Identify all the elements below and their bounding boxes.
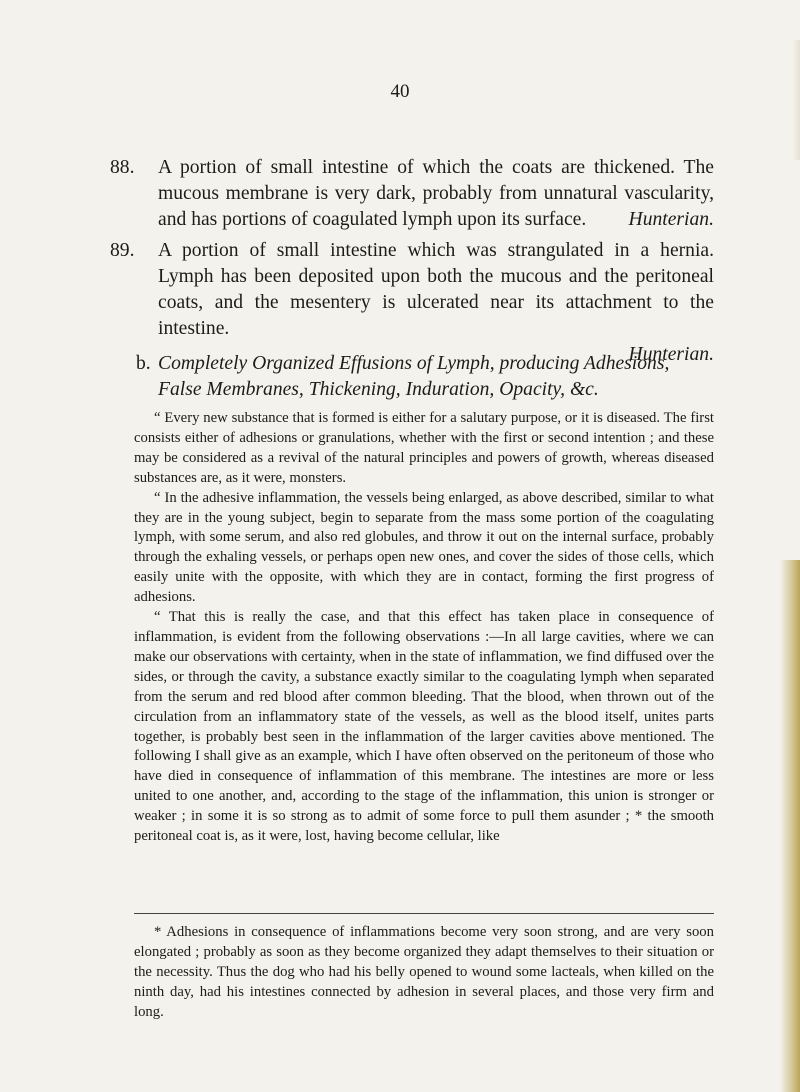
footnote	[134, 923, 714, 1023]
section-letter: b.	[136, 353, 151, 374]
catalogue-entry-89	[110, 238, 714, 368]
entry-source: Hunterian.	[628, 344, 714, 365]
quote-paragraph: “ Every new substance that is formed is either for a salutary purpose, or it is diseased. The first consists either of adhesions or granulations, whether with the first or second intention ; and these may be considered as a revival of the natural principles and powers of growth, whereas diseased substances are, as it were, monsters.	[134, 410, 714, 486]
entry-description: A portion of small intestine which was strangulated in a hernia. Lymph has been deposited upon both the mucous and the peritoneal coats, and the mesentery is ulcerated near its attachment to the intestine.	[158, 240, 714, 339]
section-heading	[136, 351, 714, 403]
entry-description: A portion of small intestine of which the coats are thickened. The mucous membrane is very dark, probably from unnatural vascularity, and has portions of coagulated lymph upon its surface.	[158, 157, 714, 230]
footnote-divider	[134, 913, 714, 914]
footnote-text: * Adhesions in consequence of inflammations become very soon strong, and are very soon elongated ; probably as soon as they become organized they adapt themselves to their situation or the necessity. Thus the dog who had his belly opened to wound some lacteals, when killed on the ninth day, had his intestines connected by adhesion in several places, and those very firm and long.	[134, 924, 714, 1020]
entry-number: 89.	[110, 240, 135, 261]
quoted-passage	[134, 409, 714, 847]
catalogue-entry-88	[110, 155, 714, 233]
page-edge-shadow	[792, 40, 800, 160]
entry-source: Hunterian.	[628, 209, 714, 230]
page-edge-stain	[780, 560, 800, 1092]
quote-paragraph: “ That this is really the case, and that this effect has taken place in consequence of inflammation, is evident from the following observations :—In all large cavities, where we can make our observations with certainty, when in the state of inflammation, we find diffused over the sides, or through the cavity, a substance exactly similar to the coagulating lymph when separated from the serum and red blood after common bleeding. That the blood, when thrown out of the circulation from an inflammatory state of the vessels, as well as the blood itself, unites parts together, is probably best seen in the inflammation of the larger cavities above mentioned. The following I shall give as an example, which I have often observed on the peritoneum of those who have died in consequence of inflammation of this membrane. The intestines are more or less united to one another, and, according to the stage of the inflammation, this union is stronger or weaker ; in some it is so strong as to admit of some force to pull them asunder ; * the smooth peritoneal coat is, as it were, lost, having become cellular, like	[134, 609, 714, 845]
page-number: 40	[390, 81, 410, 102]
section-title: Completely Organized Effusions of Lymph, producing Adhesions, False Membranes, Thickening, Induration, Opacity, &c.	[158, 353, 670, 400]
quote-paragraph: “ In the adhesive inflammation, the vessels being enlarged, as above described, similar to what they are in the young subject, begin to separate from the mass some portion of the coagulating lymph, with some serum, and also red globules, and throw it out on the internal surface, probably through the exhaling vessels, or perhaps open new ones, and cover the sides of those cells, which easily unite with the opposite, with which they are in contact, forming the first progress of adhesions.	[134, 489, 714, 606]
entry-number: 88.	[110, 157, 135, 178]
